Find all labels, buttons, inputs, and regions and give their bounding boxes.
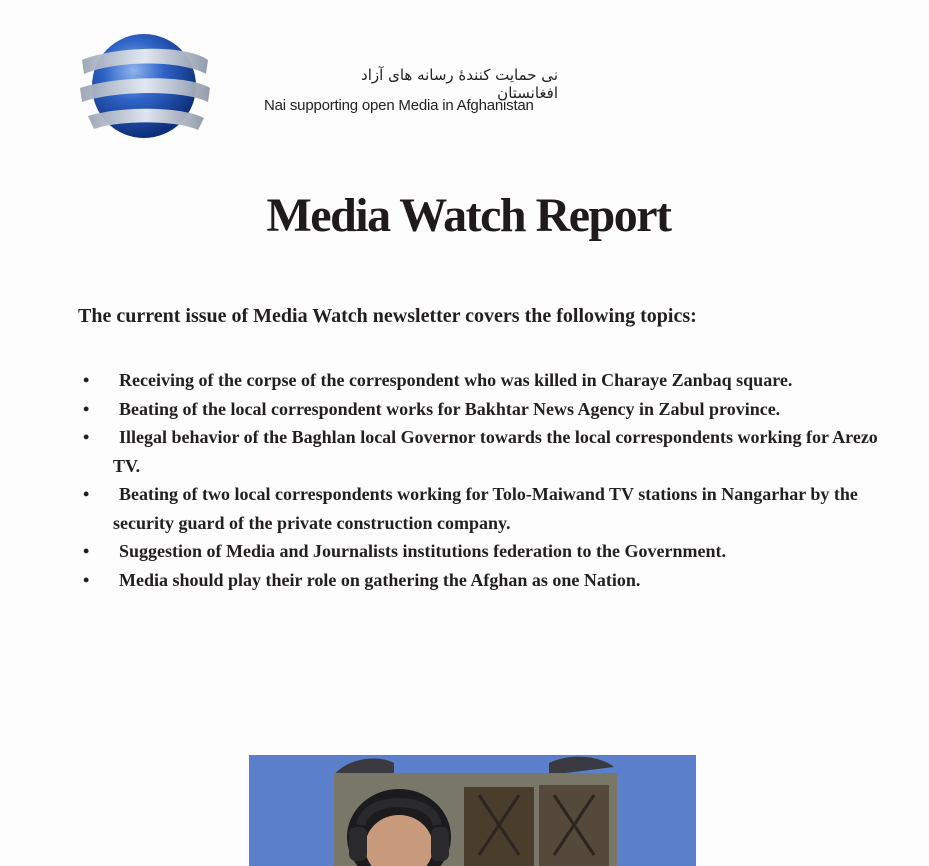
topic-item: • Suggestion of Media and Journalists institutions federation to the Government.: [78, 537, 878, 566]
bullet-icon: •: [83, 569, 90, 590]
topic-item: • Receiving of the corpse of the correspondent who was killed in Charaye Zanbaq square.: [78, 366, 878, 395]
bullet-icon: •: [83, 370, 90, 390]
report-title: Media Watch Report: [266, 189, 671, 242]
topic-item: • Illegal behavior of the Baghlan local Governor towards the local correspondents working for Arezo TV.: [78, 423, 878, 480]
topics-list: [78, 366, 878, 594]
bullet-icon: •: [83, 427, 90, 447]
tagline-persian: نی حمایت کنندهٔ رسانه های آزاد افغانستان: [361, 66, 558, 102]
tagline-english: Nai supporting open Media in Afghanistan: [264, 97, 534, 114]
bullet-icon: •: [83, 398, 90, 419]
topic-item: • Media should play their role on gathering the Afghan as one Nation.: [78, 566, 878, 595]
bullet-icon: •: [83, 541, 90, 561]
intro-text: The current issue of Media Watch newsletter covers the following topics:: [78, 305, 697, 327]
topic-item: • Beating of the local correspondent works for Bakhtar News Agency in Zabul province.: [78, 395, 878, 424]
bullet-icon: •: [83, 484, 90, 504]
journalist-photo: [249, 755, 696, 866]
nai-globe-logo-icon: [76, 30, 216, 145]
topic-item: • Beating of two local correspondents working for Tolo-Maiwand TV stations in Nangarhar by the security guard of the private construction company.: [78, 480, 878, 537]
